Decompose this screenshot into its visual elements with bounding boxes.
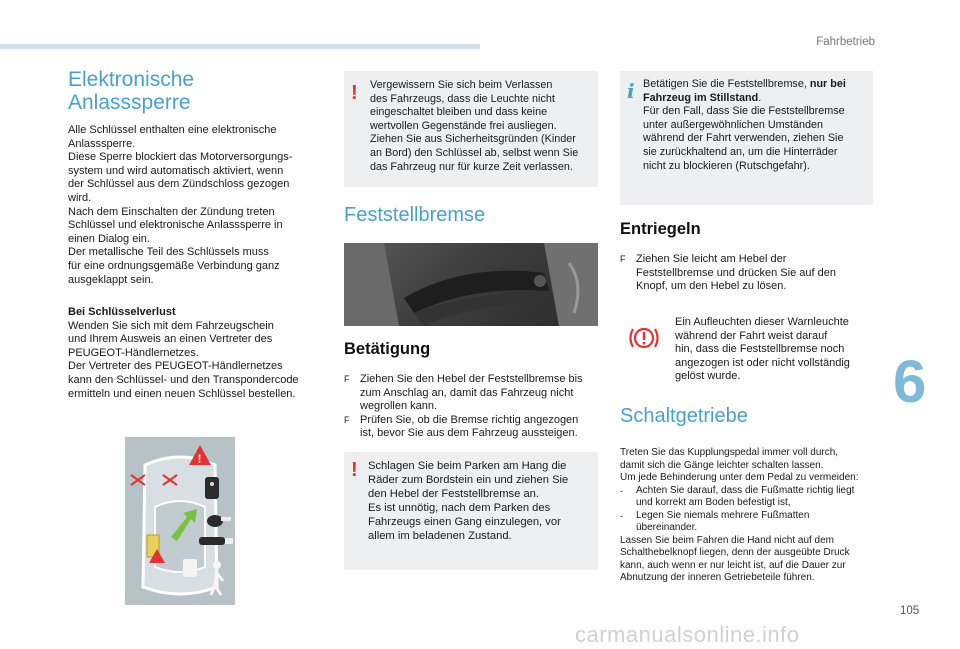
parking-brake-title: Feststellbremse (344, 204, 486, 226)
key-loss-section: Bei Schlüsselverlust Wenden Sie sich mit dem Fahrzeugschein und Ihrem Ausweis an einen Vertreter des PEUGEOT-Händlernetzes. Der Vertreter des PEUGEOT-Händlernetzes kann den Schlüssel- und den Transpondercode ermitteln und einen neuen Schlüssel bestellen. (68, 306, 333, 401)
warning-box-leave-vehicle: ! Vergewissern Sie sich beim Verlassen des Fahrzeugs, dass die Leuchte nicht eingeschaltet bleiben und dass keine wertvollen Gegenstände frei ausliegen. Ziehen Sie aus Sicherheitsgründen (Kinder an Bord) den Schlüssel ab, selbst wenn Sie das Fahrzeug nur für kurze Zeit verlassen. (344, 71, 598, 187)
release-title: Entriegeln (620, 220, 701, 238)
header-bar (0, 44, 480, 49)
list-item: F Ziehen Sie den Hebel der Feststellbremse bis zum Anschlag an, damit das Fahrzeug nicht wegrollen kann. (344, 373, 583, 413)
section-label: Fahrbetrieb (816, 36, 875, 48)
immobiliser-title: Elektronische Anlasssperre (68, 68, 195, 114)
warning-icon: ! (351, 82, 358, 104)
immobiliser-illustration (125, 437, 235, 605)
info-icon: i (627, 79, 635, 103)
gearbox-text: Treten Sie das Kupplungspedal immer voll durch, damit sich die Gänge leichter schalten lassen. Um jede Behinderung unter dem Pedal zu vermeiden: - Achten Sie darauf, dass die Fußmatte richtig liegt und korrekt am Boden befestigt ist, - Legen Sie niemals mehrere Fußmatten übereinander. Lassen Sie beim Fahren die Hand nicht auf dem Schalthebelknopf liegen, denn der ausgeübte Druck kann, auch wenn er nur leicht ist, auf die Dauer zur Abnutzung der inneren Getriebeteile führen. (620, 447, 878, 585)
list-item: F Ziehen Sie leicht am Hebel der Feststellbremse und drücken Sie auf den Knopf, um den Hebel zu lösen. (620, 253, 836, 293)
info-box-stationary: i Betätigen Sie die Feststellbremse, nur bei Fahrzeug im Stillstand. Für den Fall, dass Sie die Feststellbremse unter außergewöhnlichen Umständen während der Fahrt verwenden, ziehen Sie sie zurückhaltend an, um die Hinterräder nicht zu blockieren (Rutschgefahr). (620, 71, 873, 205)
chapter-number: 6 (893, 348, 927, 415)
operation-steps (344, 373, 602, 441)
svg-text:!: ! (197, 452, 202, 466)
warning-light-text: Ein Aufleuchten dieser Warnleuchte während der Fahrt weist darauf hin, dass die Feststellbremse noch angezogen ist oder nicht vollständig gelöst wurde. (675, 316, 850, 383)
release-steps (620, 253, 875, 294)
brake-warning-light-icon (627, 325, 661, 351)
gearbox-title: Schaltgetriebe (620, 405, 748, 427)
list-item: F Prüfen Sie, ob die Bremse richtig angezogen ist, bevor Sie aus dem Fahrzeug aussteigen. (344, 413, 579, 440)
list-item: - Legen Sie niemals mehrere Fußmatten übereinander. (620, 509, 810, 533)
immobiliser-text: Alle Schlüssel enthalten eine elektronische Anlasssperre. Diese Sperre blockiert das Motorversorgungs- system und wird automatisch aktiviert, wenn der Schlüssel aus dem Zündschloss gezogen wird. Nach dem Einschalten der Zündung treten Schlüssel und elektronische Anlasssperre in einen Dialog ein. Der metallische Teil des Schlüssels muss für eine ordnungsgemäße Verbindung ganz ausgeklappt sein. (68, 124, 293, 286)
warning-icon: ! (351, 459, 358, 481)
watermark: carmanualsonline.info (575, 622, 800, 647)
warning-box-slope-parking: ! Schlagen Sie beim Parken am Hang die Räder zum Bordstein ein und ziehen Sie den Hebel der Feststellbremse an. Es ist unnötig, nach dem Parken des Fahrzeugs einen Gang einzulegen, vor allem im beladenen Zustand. (344, 452, 598, 570)
page-number: 105 (900, 605, 920, 617)
list-item: - Achten Sie darauf, dass die Fußmatte richtig liegt und korrekt am Boden befestigt ist, (620, 484, 855, 508)
operation-title: Betätigung (344, 340, 431, 358)
key-loss-title: Bei Schlüsselverlust (68, 306, 176, 318)
parking-brake-photo (344, 243, 598, 326)
